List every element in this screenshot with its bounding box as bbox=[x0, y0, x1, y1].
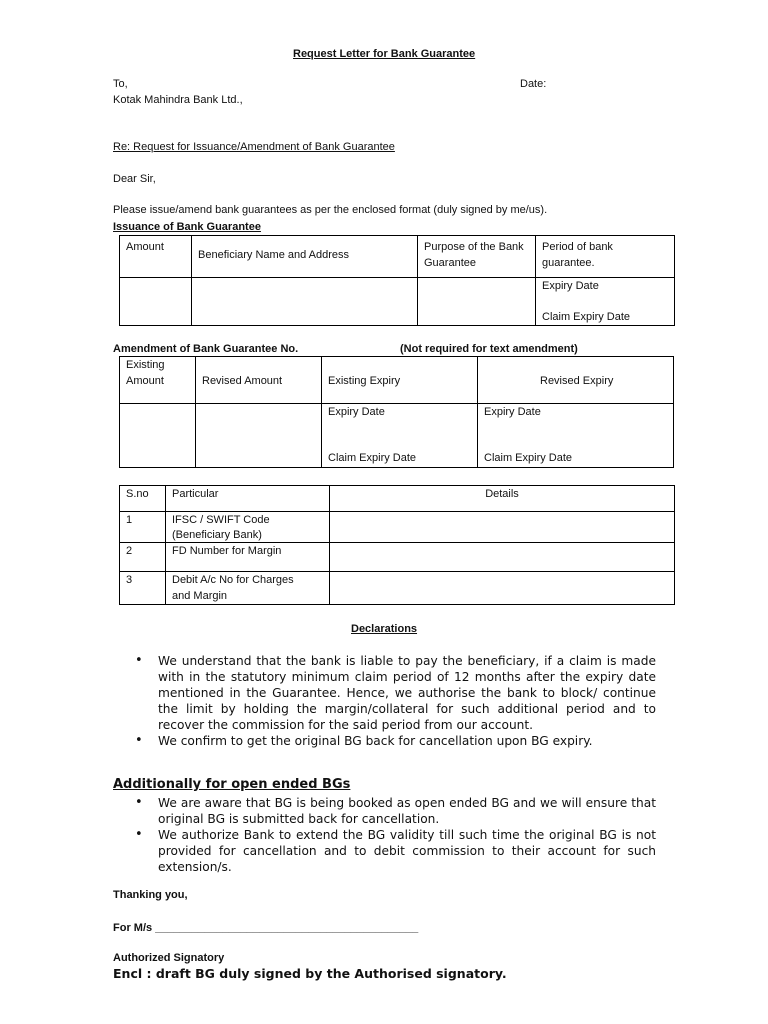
row-details-cell[interactable] bbox=[330, 543, 675, 572]
open-ended-heading: Additionally for open ended BGs bbox=[113, 777, 351, 792]
issuance-header-amount: Amount bbox=[120, 236, 192, 278]
amendment-header-revised-expiry: Revised Expiry bbox=[478, 357, 674, 404]
row-particular: FD Number for Margin bbox=[166, 543, 330, 572]
row-particular: IFSC / SWIFT Code (Beneficiary Bank) bbox=[166, 512, 330, 543]
amendment-existing-expiry-cell[interactable]: Expiry Date Claim Expiry Date bbox=[322, 404, 478, 468]
details-header-details: Details bbox=[330, 486, 675, 512]
amendment-revised-expiry-cell[interactable]: Expiry Date Claim Expiry Date bbox=[478, 404, 674, 468]
issuance-beneficiary-cell[interactable] bbox=[192, 278, 418, 326]
issuance-header-purpose: Purpose of the Bank Guarantee bbox=[418, 236, 536, 278]
issuance-header-beneficiary: Beneficiary Name and Address bbox=[192, 236, 418, 278]
for-ms-line[interactable]: For M/s ___________________________________________ bbox=[113, 922, 419, 934]
amendment-heading: Amendment of Bank Guarantee No. bbox=[113, 343, 299, 355]
row-sno: 2 bbox=[120, 543, 166, 572]
bank-name: Kotak Mahindra Bank Ltd., bbox=[113, 94, 243, 106]
list-item: • We confirm to get the original BG back for cancellation upon BG expiry. bbox=[113, 733, 656, 749]
amendment-table bbox=[119, 356, 674, 468]
details-header-sno: S.no bbox=[120, 486, 166, 512]
to-label: To, bbox=[113, 78, 128, 90]
issuance-header-period: Period of bank guarantee. bbox=[536, 236, 675, 278]
intro-text: Please issue/amend bank guarantees as per the enclosed format (duly signed by me/us). bbox=[113, 204, 548, 216]
row-sno: 3 bbox=[120, 572, 166, 605]
declarations-list bbox=[113, 653, 656, 749]
details-header-particular: Particular bbox=[166, 486, 330, 512]
issuance-amount-cell[interactable] bbox=[120, 278, 192, 326]
amendment-revised-amount-cell[interactable] bbox=[196, 404, 322, 468]
letter-title: Request Letter for Bank Guarantee bbox=[293, 48, 476, 60]
row-particular: Debit A/c No for Charges and Margin bbox=[166, 572, 330, 605]
row-details-cell[interactable] bbox=[330, 512, 675, 543]
enclosure-note: Encl : draft BG duly signed by the Authorised signatory. bbox=[113, 966, 507, 981]
row-sno: 1 bbox=[120, 512, 166, 543]
authorized-signatory: Authorized Signatory bbox=[113, 952, 225, 964]
re-line: Re: Request for Issuance/Amendment of Bank Guarantee bbox=[113, 141, 395, 153]
issuance-heading: Issuance of Bank Guarantee bbox=[113, 221, 261, 233]
declarations-heading: Declarations bbox=[351, 623, 418, 635]
details-table bbox=[119, 485, 675, 605]
amendment-header-existing-expiry: Existing Expiry bbox=[322, 357, 478, 404]
issuance-table bbox=[119, 235, 675, 326]
amendment-existing-amount-cell[interactable] bbox=[120, 404, 196, 468]
issuance-purpose-cell[interactable] bbox=[418, 278, 536, 326]
amendment-note: (Not required for text amendment) bbox=[400, 343, 578, 355]
date-label: Date: bbox=[520, 78, 547, 90]
closing: Thanking you, bbox=[113, 889, 188, 901]
row-details-cell[interactable] bbox=[330, 572, 675, 605]
table-row bbox=[120, 512, 675, 543]
open-ended-list bbox=[113, 795, 656, 875]
table-row bbox=[120, 572, 675, 605]
table-row bbox=[120, 543, 675, 572]
list-item: • We understand that the bank is liable to pay the beneficiary, if a claim is made with in the statutory minimum claim period of 12 months after the expiry date mentioned in the Guarantee. Hence, we authorise the bank to block/ continue the limit by holding the margin/collateral for such additional period and to recover the commission for the said period from our account. bbox=[113, 653, 656, 733]
amendment-header-existing-amount: Existing Amount bbox=[120, 357, 196, 404]
salutation: Dear Sir, bbox=[113, 173, 156, 185]
issuance-period-cell[interactable]: Expiry Date Claim Expiry Date bbox=[536, 278, 675, 326]
list-item: • We authorize Bank to extend the BG validity till such time the original BG is not provided for cancellation and to debit commission to their account for such extension/s. bbox=[113, 827, 656, 875]
list-item: • We are aware that BG is being booked as open ended BG and we will ensure that original BG is submitted back for cancellation. bbox=[113, 795, 656, 827]
amendment-header-revised-amount: Revised Amount bbox=[196, 357, 322, 404]
